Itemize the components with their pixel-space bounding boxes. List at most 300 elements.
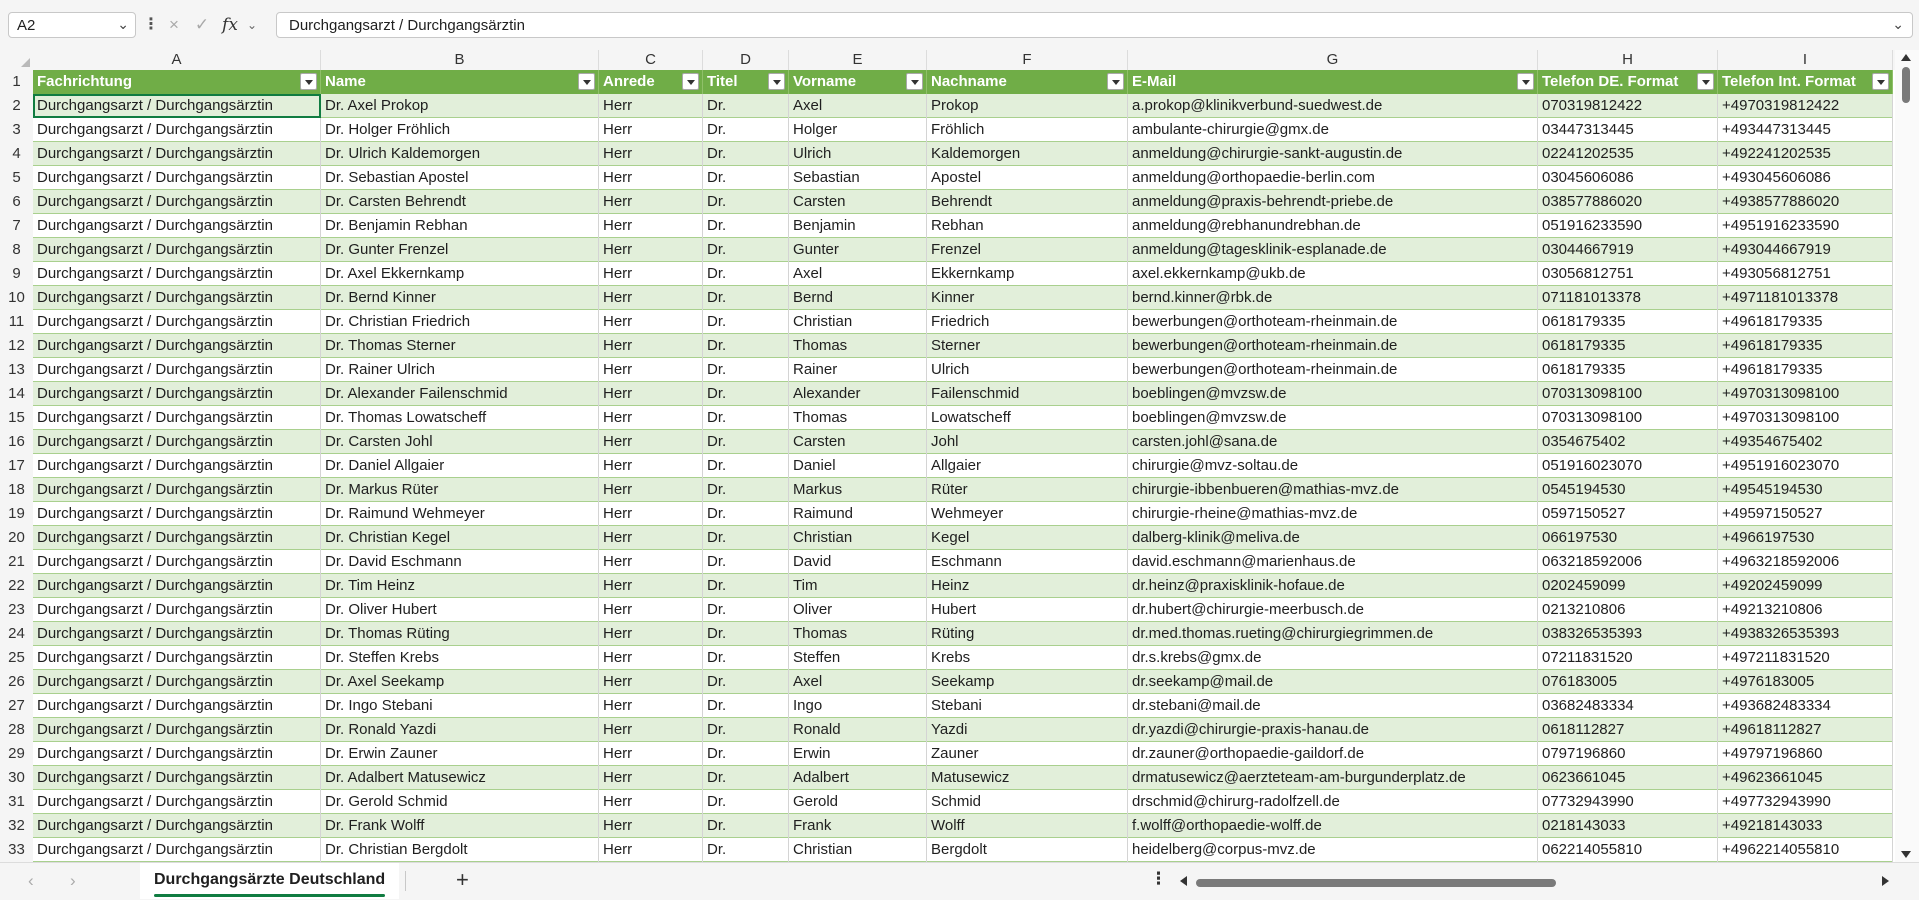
cell-telefon-int[interactable]: +4951916023070 [1718,454,1893,478]
cell-email[interactable]: dr.med.thomas.rueting@chirurgiegrimmen.de [1128,622,1538,646]
cell-telefon-de[interactable]: 063218592006 [1538,550,1718,574]
row-header[interactable]: 29 [8,745,25,762]
scroll-down-icon[interactable] [1901,851,1911,858]
cell-email[interactable]: dr.hubert@chirurgie-meerbusch.de [1128,598,1538,622]
cell-anrede[interactable]: Herr [599,142,703,166]
cell-telefon-de[interactable]: 0597150527 [1538,502,1718,526]
cell-nachname[interactable]: Zauner [927,742,1128,766]
row-header[interactable]: 5 [12,169,21,186]
row-header[interactable]: 16 [8,433,25,450]
cell-telefon-int[interactable]: +493056812751 [1718,262,1893,286]
cell-nachname[interactable]: Behrendt [927,190,1128,214]
cell-telefon-int[interactable]: +49618179335 [1718,358,1893,382]
cell-vorname[interactable]: Gerold [789,790,927,814]
cell-email[interactable]: dr.zauner@orthopaedie-gaildorf.de [1128,742,1538,766]
cell-email[interactable]: dr.seekamp@mail.de [1128,670,1538,694]
cell-telefon-int[interactable]: +4938577886020 [1718,190,1893,214]
cell-nachname[interactable]: Kaldemorgen [927,142,1128,166]
cell-email[interactable]: heidelberg@corpus-mvz.de [1128,838,1538,862]
cell-telefon-de[interactable]: 066197530 [1538,526,1718,550]
cell-titel[interactable]: Dr. [703,166,789,190]
cell-anrede[interactable]: Herr [599,286,703,310]
row-header[interactable]: 6 [12,193,21,210]
cell-email[interactable]: david.eschmann@marienhaus.de [1128,550,1538,574]
cell-anrede[interactable]: Herr [599,118,703,142]
cell-nachname[interactable]: Failenschmid [927,382,1128,406]
column-title-name[interactable] [321,70,599,94]
cell-name[interactable]: Dr. Axel Prokop [321,94,599,118]
cell-anrede[interactable]: Herr [599,550,703,574]
next-sheet-icon[interactable]: › [70,871,76,890]
cell-name[interactable]: Dr. Bernd Kinner [321,286,599,310]
cell-vorname[interactable]: Daniel [789,454,927,478]
cell-fachrichtung[interactable]: Durchgangsarzt / Durchgangsärztin [33,262,321,286]
cell-telefon-de[interactable]: 070313098100 [1538,382,1718,406]
cell-email[interactable]: drschmid@chirurg-radolfzell.de [1128,790,1538,814]
cell-telefon-int[interactable]: +4966197530 [1718,526,1893,550]
cell-vorname[interactable]: Bernd [789,286,927,310]
cell-fachrichtung[interactable]: Durchgangsarzt / Durchgangsärztin [33,286,321,310]
column-header-a[interactable]: A [33,50,321,70]
cell-name[interactable]: Dr. Raimund Wehmeyer [321,502,599,526]
row-header[interactable]: 33 [8,841,25,858]
cell-name[interactable]: Dr. Christian Kegel [321,526,599,550]
cell-vorname[interactable]: Raimund [789,502,927,526]
cell-titel[interactable]: Dr. [703,838,789,862]
cell-telefon-int[interactable]: +49213210806 [1718,598,1893,622]
cell-email[interactable]: chirurgie-ibbenbueren@mathias-mvz.de [1128,478,1538,502]
cell-anrede[interactable]: Herr [599,454,703,478]
cell-vorname[interactable]: Ingo [789,694,927,718]
cell-email[interactable]: dr.s.krebs@gmx.de [1128,646,1538,670]
cell-anrede[interactable]: Herr [599,214,703,238]
row-header[interactable]: 17 [8,457,25,474]
row-header[interactable]: 18 [8,481,25,498]
cell-telefon-int[interactable]: +492241202535 [1718,142,1893,166]
sheet-tab[interactable] [140,863,399,899]
cell-anrede[interactable]: Herr [599,598,703,622]
cell-vorname[interactable]: Adalbert [789,766,927,790]
cell-anrede[interactable]: Herr [599,166,703,190]
cell-email[interactable]: carsten.johl@sana.de [1128,430,1538,454]
column-header-h[interactable]: H [1538,50,1718,70]
cell-fachrichtung[interactable]: Durchgangsarzt / Durchgangsärztin [33,694,321,718]
cell-telefon-de[interactable]: 0202459099 [1538,574,1718,598]
cell-fachrichtung[interactable]: Durchgangsarzt / Durchgangsärztin [33,478,321,502]
cell-fachrichtung[interactable]: Durchgangsarzt / Durchgangsärztin [33,526,321,550]
chevron-down-icon[interactable]: ⌄ [117,16,129,32]
filter-dropdown-icon[interactable] [906,73,923,90]
more-options-icon[interactable]: ⋮ [143,16,159,33]
cell-nachname[interactable]: Bergdolt [927,838,1128,862]
cell-titel[interactable]: Dr. [703,646,789,670]
cell-telefon-int[interactable]: +493682483334 [1718,694,1893,718]
cell-vorname[interactable]: Holger [789,118,927,142]
row-header[interactable]: 27 [8,697,25,714]
cell-telefon-int[interactable]: +4962214055810 [1718,838,1893,862]
cell-email[interactable]: anmeldung@chirurgie-sankt-augustin.de [1128,142,1538,166]
expand-formula-bar-icon[interactable]: ⌄ [1892,16,1904,32]
cell-anrede[interactable]: Herr [599,190,703,214]
more-icon[interactable]: ⋮ [1150,869,1167,888]
row-header[interactable]: 14 [8,385,25,402]
spreadsheet-grid[interactable] [33,70,1893,862]
cell-telefon-int[interactable]: +493044667919 [1718,238,1893,262]
cell-anrede[interactable]: Herr [599,814,703,838]
cell-fachrichtung[interactable]: Durchgangsarzt / Durchgangsärztin [33,190,321,214]
cell-anrede[interactable]: Herr [599,526,703,550]
cell-email[interactable]: axel.ekkernkamp@ukb.de [1128,262,1538,286]
select-all-button[interactable] [0,50,33,70]
cell-nachname[interactable]: Stebani [927,694,1128,718]
cell-anrede[interactable]: Herr [599,358,703,382]
cell-email[interactable]: drmatusewicz@aerzteteam-am-burgunderplatz.de [1128,766,1538,790]
cell-fachrichtung[interactable]: Durchgangsarzt / Durchgangsärztin [33,574,321,598]
cell-name[interactable]: Dr. Thomas Sterner [321,334,599,358]
cell-anrede[interactable]: Herr [599,382,703,406]
cell-titel[interactable]: Dr. [703,478,789,502]
cell-telefon-de[interactable]: 0218143033 [1538,814,1718,838]
cell-vorname[interactable]: Gunter [789,238,927,262]
cell-telefon-int[interactable]: +49618179335 [1718,310,1893,334]
cell-telefon-de[interactable]: 038326535393 [1538,622,1718,646]
cell-email[interactable]: bernd.kinner@rbk.de [1128,286,1538,310]
cell-telefon-int[interactable]: +4971181013378 [1718,286,1893,310]
cell-telefon-int[interactable]: +49545194530 [1718,478,1893,502]
cell-telefon-int[interactable]: +49623661045 [1718,766,1893,790]
cell-titel[interactable]: Dr. [703,118,789,142]
column-title-telefon-de[interactable] [1538,70,1718,94]
cell-vorname[interactable]: Axel [789,94,927,118]
row-header[interactable]: 13 [8,361,25,378]
cell-titel[interactable]: Dr. [703,262,789,286]
cell-titel[interactable]: Dr. [703,766,789,790]
filter-dropdown-icon[interactable] [578,73,595,90]
cell-fachrichtung[interactable]: Durchgangsarzt / Durchgangsärztin [33,310,321,334]
cell-nachname[interactable]: Wehmeyer [927,502,1128,526]
row-header[interactable]: 9 [12,265,21,282]
cell-name[interactable]: Dr. Thomas Rüting [321,622,599,646]
cell-nachname[interactable]: Apostel [927,166,1128,190]
cell-email[interactable]: ambulante-chirurgie@gmx.de [1128,118,1538,142]
cell-vorname[interactable]: Rainer [789,358,927,382]
cell-nachname[interactable]: Sterner [927,334,1128,358]
cell-telefon-int[interactable]: +493447313445 [1718,118,1893,142]
column-title-titel[interactable] [703,70,789,94]
cell-name[interactable]: Dr. Thomas Lowatscheff [321,406,599,430]
cell-email[interactable]: bewerbungen@orthoteam-rheinmain.de [1128,310,1538,334]
cell-name[interactable]: Dr. Ingo Stebani [321,694,599,718]
cell-name[interactable]: Dr. Frank Wolff [321,814,599,838]
cell-titel[interactable]: Dr. [703,334,789,358]
cell-titel[interactable]: Dr. [703,190,789,214]
scroll-right-icon[interactable] [1882,876,1889,886]
cell-vorname[interactable]: Ronald [789,718,927,742]
cell-telefon-de[interactable]: 03682483334 [1538,694,1718,718]
cell-email[interactable]: anmeldung@tagesklinik-esplanade.de [1128,238,1538,262]
cell-name[interactable]: Dr. Christian Friedrich [321,310,599,334]
cell-fachrichtung[interactable]: Durchgangsarzt / Durchgangsärztin [33,166,321,190]
cell-anrede[interactable]: Herr [599,622,703,646]
cell-fachrichtung[interactable]: Durchgangsarzt / Durchgangsärztin [33,238,321,262]
cell-email[interactable]: anmeldung@praxis-behrendt-priebe.de [1128,190,1538,214]
cell-name[interactable]: Dr. Markus Rüter [321,478,599,502]
cell-fachrichtung[interactable]: Durchgangsarzt / Durchgangsärztin [33,142,321,166]
cell-nachname[interactable]: Friedrich [927,310,1128,334]
cell-email[interactable]: a.prokop@klinikverbund-suedwest.de [1128,94,1538,118]
cell-titel[interactable]: Dr. [703,238,789,262]
cell-vorname[interactable]: Thomas [789,622,927,646]
cell-vorname[interactable]: Alexander [789,382,927,406]
cell-fachrichtung[interactable]: Durchgangsarzt / Durchgangsärztin [33,622,321,646]
cell-name[interactable]: Dr. Axel Ekkernkamp [321,262,599,286]
cell-name[interactable]: Dr. Holger Fröhlich [321,118,599,142]
cell-vorname[interactable]: Steffen [789,646,927,670]
cell-email[interactable]: boeblingen@mvzsw.de [1128,406,1538,430]
row-header[interactable]: 12 [8,337,25,354]
cell-telefon-de[interactable]: 03447313445 [1538,118,1718,142]
cell-anrede[interactable]: Herr [599,742,703,766]
vertical-scrollbar[interactable] [1895,50,1919,862]
cell-name[interactable]: Dr. Rainer Ulrich [321,358,599,382]
name-box[interactable] [8,12,136,38]
cell-fachrichtung[interactable]: Durchgangsarzt / Durchgangsärztin [33,550,321,574]
column-title-telefon-int[interactable] [1718,70,1893,94]
row-header[interactable]: 31 [8,793,25,810]
cell-telefon-de[interactable]: 07211831520 [1538,646,1718,670]
cell-fachrichtung[interactable]: Durchgangsarzt / Durchgangsärztin [33,454,321,478]
cell-titel[interactable]: Dr. [703,502,789,526]
cell-titel[interactable]: Dr. [703,694,789,718]
cell-anrede[interactable]: Herr [599,406,703,430]
cell-name[interactable]: Dr. Benjamin Rebhan [321,214,599,238]
cell-nachname[interactable]: Krebs [927,646,1128,670]
cell-telefon-de[interactable]: 0354675402 [1538,430,1718,454]
cell-anrede[interactable]: Herr [599,790,703,814]
cell-titel[interactable]: Dr. [703,814,789,838]
filter-dropdown-icon[interactable] [1517,73,1534,90]
cell-telefon-int[interactable]: +49618179335 [1718,334,1893,358]
cancel-icon[interactable]: × [169,15,179,34]
column-header-c[interactable]: C [599,50,703,70]
row-header[interactable]: 24 [8,625,25,642]
cell-telefon-de[interactable]: 076183005 [1538,670,1718,694]
cell-name[interactable]: Dr. Christian Bergdolt [321,838,599,862]
cell-anrede[interactable]: Herr [599,718,703,742]
filter-dropdown-icon[interactable] [682,73,699,90]
cell-email[interactable]: anmeldung@orthopaedie-berlin.com [1128,166,1538,190]
cell-anrede[interactable]: Herr [599,94,703,118]
cell-telefon-de[interactable]: 0618179335 [1538,334,1718,358]
cell-vorname[interactable]: Christian [789,526,927,550]
cell-telefon-int[interactable]: +4938326535393 [1718,622,1893,646]
cell-fachrichtung[interactable]: Durchgangsarzt / Durchgangsärztin [33,646,321,670]
cell-telefon-de[interactable]: 03056812751 [1538,262,1718,286]
cell-telefon-de[interactable]: 0618179335 [1538,358,1718,382]
row-header[interactable]: 19 [8,505,25,522]
chevron-down-icon[interactable]: ⌄ [246,18,258,32]
scroll-up-icon[interactable] [1901,54,1911,61]
cell-vorname[interactable]: Frank [789,814,927,838]
filter-dropdown-icon[interactable] [1107,73,1124,90]
cell-anrede[interactable]: Herr [599,478,703,502]
filter-dropdown-icon[interactable] [1872,73,1889,90]
cell-name[interactable]: Dr. Gerold Schmid [321,790,599,814]
filter-dropdown-icon[interactable] [300,73,317,90]
cell-fachrichtung[interactable]: Durchgangsarzt / Durchgangsärztin [33,598,321,622]
cell-titel[interactable]: Dr. [703,406,789,430]
cell-vorname[interactable]: Sebastian [789,166,927,190]
cell-titel[interactable]: Dr. [703,286,789,310]
cell-nachname[interactable]: Ekkernkamp [927,262,1128,286]
cell-vorname[interactable]: Carsten [789,430,927,454]
cell-telefon-de[interactable]: 0618112827 [1538,718,1718,742]
cell-name[interactable]: Dr. Tim Heinz [321,574,599,598]
row-header[interactable]: 1 [12,73,21,90]
cell-vorname[interactable]: David [789,550,927,574]
cell-fachrichtung[interactable]: Durchgangsarzt / Durchgangsärztin [33,766,321,790]
cell-telefon-int[interactable]: +49218143033 [1718,814,1893,838]
row-header[interactable]: 8 [12,241,21,258]
row-header[interactable]: 11 [8,313,25,330]
cell-anrede[interactable]: Herr [599,334,703,358]
cell-nachname[interactable]: Rüting [927,622,1128,646]
formula-input[interactable] [276,12,1913,38]
row-header[interactable]: 26 [8,673,25,690]
cell-name[interactable]: Dr. Sebastian Apostel [321,166,599,190]
cell-nachname[interactable]: Fröhlich [927,118,1128,142]
column-header-f[interactable]: F [927,50,1128,70]
cell-vorname[interactable]: Benjamin [789,214,927,238]
cell-telefon-int[interactable]: +4970313098100 [1718,382,1893,406]
cell-name[interactable]: Dr. David Eschmann [321,550,599,574]
cell-fachrichtung[interactable]: Durchgangsarzt / Durchgangsärztin [33,838,321,862]
cell-titel[interactable]: Dr. [703,790,789,814]
row-header[interactable]: 7 [12,217,21,234]
cell-nachname[interactable]: Johl [927,430,1128,454]
cell-telefon-int[interactable]: +4963218592006 [1718,550,1893,574]
cell-vorname[interactable]: Erwin [789,742,927,766]
cell-vorname[interactable]: Ulrich [789,142,927,166]
cell-titel[interactable]: Dr. [703,526,789,550]
cell-titel[interactable]: Dr. [703,574,789,598]
cell-anrede[interactable]: Herr [599,430,703,454]
cell-telefon-de[interactable]: 070319812422 [1538,94,1718,118]
filter-dropdown-icon[interactable] [1697,73,1714,90]
column-header-b[interactable]: B [321,50,599,70]
cell-nachname[interactable]: Kinner [927,286,1128,310]
cell-telefon-de[interactable]: 070313098100 [1538,406,1718,430]
cell-anrede[interactable]: Herr [599,574,703,598]
cell-nachname[interactable]: Rüter [927,478,1128,502]
column-header-d[interactable]: D [703,50,789,70]
cell-telefon-int[interactable]: +497211831520 [1718,646,1893,670]
cell-telefon-int[interactable]: +49597150527 [1718,502,1893,526]
cell-vorname[interactable]: Tim [789,574,927,598]
cell-fachrichtung[interactable]: Durchgangsarzt / Durchgangsärztin [33,214,321,238]
cell-vorname[interactable]: Thomas [789,334,927,358]
cell-vorname[interactable]: Axel [789,670,927,694]
cell-telefon-de[interactable]: 062214055810 [1538,838,1718,862]
cell-nachname[interactable]: Kegel [927,526,1128,550]
cell-titel[interactable]: Dr. [703,622,789,646]
row-header[interactable]: 15 [8,409,25,426]
cell-titel[interactable]: Dr. [703,430,789,454]
cell-vorname[interactable]: Axel [789,262,927,286]
cell-name[interactable]: Dr. Axel Seekamp [321,670,599,694]
filter-dropdown-icon[interactable] [768,73,785,90]
cell-name[interactable]: Dr. Steffen Krebs [321,646,599,670]
cell-telefon-de[interactable]: 038577886020 [1538,190,1718,214]
cell-fachrichtung[interactable]: Durchgangsarzt / Durchgangsärztin [33,718,321,742]
row-header[interactable]: 21 [8,553,25,570]
cell-name[interactable]: Dr. Carsten Johl [321,430,599,454]
cell-telefon-de[interactable]: 0623661045 [1538,766,1718,790]
cell-email[interactable]: dr.yazdi@chirurgie-praxis-hanau.de [1128,718,1538,742]
cell-fachrichtung[interactable]: Durchgangsarzt / Durchgangsärztin [33,430,321,454]
cell-telefon-de[interactable]: 051916233590 [1538,214,1718,238]
cell-name[interactable]: Dr. Gunter Frenzel [321,238,599,262]
cell-telefon-de[interactable]: 0797196860 [1538,742,1718,766]
cell-nachname[interactable]: Heinz [927,574,1128,598]
row-header[interactable]: 32 [8,817,25,834]
cell-telefon-int[interactable]: +49354675402 [1718,430,1893,454]
cell-telefon-de[interactable]: 03045606086 [1538,166,1718,190]
cell-fachrichtung[interactable]: Durchgangsarzt / Durchgangsärztin [33,118,321,142]
cell-nachname[interactable]: Allgaier [927,454,1128,478]
cell-telefon-de[interactable]: 0618179335 [1538,310,1718,334]
cell-fachrichtung[interactable]: Durchgangsarzt / Durchgangsärztin [33,670,321,694]
cell-name[interactable]: Dr. Carsten Behrendt [321,190,599,214]
cell-name[interactable]: Dr. Ulrich Kaldemorgen [321,142,599,166]
cell-titel[interactable]: Dr. [703,310,789,334]
cell-titel[interactable]: Dr. [703,670,789,694]
cell-vorname[interactable]: Thomas [789,406,927,430]
cell-titel[interactable]: Dr. [703,94,789,118]
cell-email[interactable]: boeblingen@mvzsw.de [1128,382,1538,406]
cell-titel[interactable]: Dr. [703,454,789,478]
row-header[interactable]: 22 [8,577,25,594]
cell-email[interactable]: dalberg-klinik@meliva.de [1128,526,1538,550]
cell-email[interactable]: chirurgie-rheine@mathias-mvz.de [1128,502,1538,526]
cell-telefon-de[interactable]: 0545194530 [1538,478,1718,502]
cell-nachname[interactable]: Yazdi [927,718,1128,742]
cell-name[interactable]: Dr. Erwin Zauner [321,742,599,766]
cell-telefon-de[interactable]: 03044667919 [1538,238,1718,262]
row-header[interactable]: 30 [8,769,25,786]
cell-email[interactable]: bewerbungen@orthoteam-rheinmain.de [1128,358,1538,382]
cell-telefon-int[interactable]: +4976183005 [1718,670,1893,694]
column-title-vorname[interactable] [789,70,927,94]
cell-fachrichtung[interactable]: Durchgangsarzt / Durchgangsärztin [33,814,321,838]
cell-name[interactable]: Dr. Daniel Allgaier [321,454,599,478]
cell-email[interactable]: dr.heinz@praxisklinik-hofaue.de [1128,574,1538,598]
column-header-i[interactable]: I [1718,50,1893,70]
cell-fachrichtung[interactable]: Durchgangsarzt / Durchgangsärztin [33,94,321,118]
cell-telefon-de[interactable]: 07732943990 [1538,790,1718,814]
cell-telefon-de[interactable]: 051916023070 [1538,454,1718,478]
insert-function-icon[interactable]: fx [222,15,238,35]
cell-telefon-de[interactable]: 0213210806 [1538,598,1718,622]
cell-nachname[interactable]: Lowatscheff [927,406,1128,430]
cell-titel[interactable]: Dr. [703,550,789,574]
cell-fachrichtung[interactable]: Durchgangsarzt / Durchgangsärztin [33,502,321,526]
cell-nachname[interactable]: Seekamp [927,670,1128,694]
cell-name[interactable]: Dr. Adalbert Matusewicz [321,766,599,790]
column-title-email[interactable] [1128,70,1538,94]
column-header-e[interactable]: E [789,50,927,70]
cell-telefon-int[interactable]: +493045606086 [1718,166,1893,190]
